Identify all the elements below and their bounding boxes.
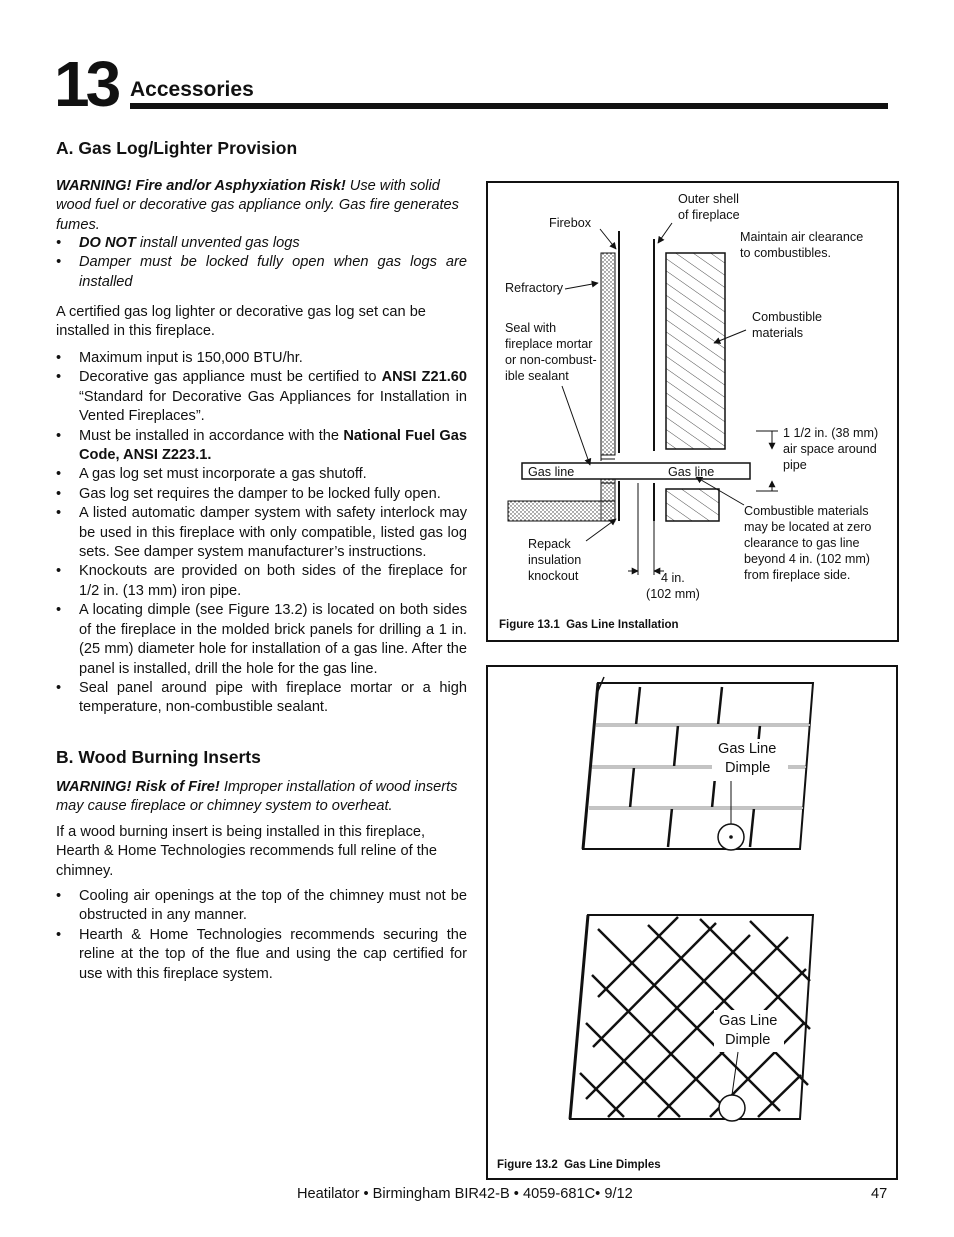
svg-text:Outer shell: Outer shell	[678, 192, 739, 206]
svg-text:or non-combust-: or non-combust-	[505, 353, 597, 367]
page-number: 47	[871, 1186, 888, 1202]
section-a-list	[56, 349, 467, 718]
svg-text:from fireplace side.: from fireplace side.	[744, 568, 851, 582]
svg-text:Gas Line: Gas Line	[719, 1013, 778, 1029]
svg-text:insulation: insulation	[528, 553, 582, 567]
svg-text:pipe: pipe	[783, 458, 807, 472]
svg-text:Repack: Repack	[528, 537, 571, 551]
svg-text:Combustible materials: Combustible materials	[744, 504, 869, 518]
chapter-title: Accessories	[130, 78, 254, 101]
warning-title: WARNING! Fire and/or Asphyxiation Risk!	[56, 178, 346, 194]
svg-text:1 1/2 in. (38 mm): 1 1/2 in. (38 mm)	[783, 426, 879, 440]
list-item: • Knockouts are provided on both sides of the fireplace for 1/2 in. (13 mm) iron pipe.	[56, 562, 467, 601]
svg-text:clearance to gas line: clearance to gas line	[744, 536, 860, 550]
list-item: • A locating dimple (see Figure 13.2) is located on both sides of the fireplace in the molded brick panels for drilling a 1 in. (25 mm) diameter hole for installation of a gas line. After the panel is installed, drill the hole for the gas line.	[56, 601, 467, 679]
warning-list	[56, 234, 467, 292]
section-a-warning	[56, 177, 467, 235]
warning-item: • DO NOT install unvented gas logs	[56, 234, 467, 253]
svg-text:of fireplace: of fireplace	[678, 208, 740, 222]
section-a-heading: A. Gas Log/Lighter Provision	[56, 138, 298, 158]
svg-text:(102 mm): (102 mm)	[646, 587, 700, 601]
figure-13-1-caption: Figure 13.1 Gas Line Installation	[499, 619, 679, 631]
gas-line-diagram	[488, 183, 901, 644]
svg-text:fireplace mortar: fireplace mortar	[505, 337, 593, 351]
svg-text:ible sealant: ible sealant	[505, 369, 569, 383]
svg-text:4 in.: 4 in.	[661, 571, 685, 585]
list-item: • A gas log set must incorporate a gas shutoff.	[56, 465, 467, 484]
chapter-rule	[130, 103, 888, 109]
svg-text:Firebox: Firebox	[549, 216, 591, 230]
svg-text:materials: materials	[752, 326, 804, 340]
section-b-heading: B. Wood Burning Inserts	[56, 747, 261, 767]
svg-text:to combustibles.: to combustibles.	[740, 246, 831, 260]
section-a-intro: A certified gas log lighter or decorative gas log set can be installed in this fireplace.	[56, 304, 426, 340]
svg-text:Gas Line: Gas Line	[718, 741, 777, 757]
list-item: • Cooling air openings at the top of the chimney must not be obstructed in any manner.	[56, 887, 467, 926]
svg-text:Seal with: Seal with	[505, 321, 557, 335]
section-b-list	[56, 887, 467, 984]
figure-gas-line-dimples	[486, 665, 898, 1180]
svg-text:Gas line: Gas line	[528, 465, 575, 479]
chapter-number: 13	[54, 48, 118, 120]
list-item: • Seal panel around pipe with fireplace mortar or a high temperature, non-combustible sealant.	[56, 679, 467, 718]
footer-text: Heatilator • Birmingham BIR42-B • 4059-681C• 9/12	[297, 1186, 633, 1202]
svg-text:Dimple: Dimple	[725, 1032, 771, 1048]
brick-panels-diagram	[488, 667, 900, 1182]
svg-text:knockout: knockout	[528, 569, 579, 583]
svg-text:beyond 4 in. (102 mm): beyond 4 in. (102 mm)	[744, 552, 870, 566]
list-item: • A listed automatic damper system with safety interlock may be used in this fireplace with only compatible, listed gas log sets. See damper system manufacturer’s instructions.	[56, 504, 467, 562]
warning-item: • Damper must be locked fully open when gas logs are installed	[56, 253, 467, 292]
svg-text:may be located at zero: may be located at zero	[744, 520, 872, 534]
list-item: • Hearth & Home Technologies recommends securing the reline at the top of the flue and using the cap certified for use with this fireplace system.	[56, 926, 467, 984]
svg-text:Maintain air clearance: Maintain air clearance	[740, 230, 864, 244]
svg-text:Refractory: Refractory	[505, 281, 564, 295]
svg-text:Combustible: Combustible	[752, 310, 822, 324]
list-item: • Must be installed in accordance with the National Fuel Gas Code, ANSI Z223.1.	[56, 427, 467, 466]
svg-text:Dimple: Dimple	[725, 760, 771, 776]
list-item: • Decorative gas appliance must be certified to ANSI Z21.60 “Standard for Decorative Gas Appliances for Installation in Vented Fireplaces”.	[56, 368, 467, 426]
section-b-warning: WARNING! Risk of Fire! Improper installation of wood inserts may cause fireplace or chimney system to overheat.	[56, 779, 458, 815]
list-item: • Gas log set requires the damper to be locked fully open.	[56, 485, 467, 504]
list-item: • Maximum input is 150,000 BTU/hr.	[56, 349, 467, 368]
svg-text:air space around: air space around	[783, 442, 877, 456]
figure-13-2-caption: Figure 13.2 Gas Line Dimples	[497, 1159, 661, 1171]
warning-text: Use with solid wood fuel or decorative gas appliance only. Gas fire generates fumes.	[56, 178, 459, 233]
figure-gas-line-installation	[486, 181, 899, 642]
svg-text:Gas line: Gas line	[668, 465, 715, 479]
section-b-intro: If a wood burning insert is being installed in this fireplace, Hearth & Home Technologies recommends full reline of the chimney.	[56, 824, 437, 879]
